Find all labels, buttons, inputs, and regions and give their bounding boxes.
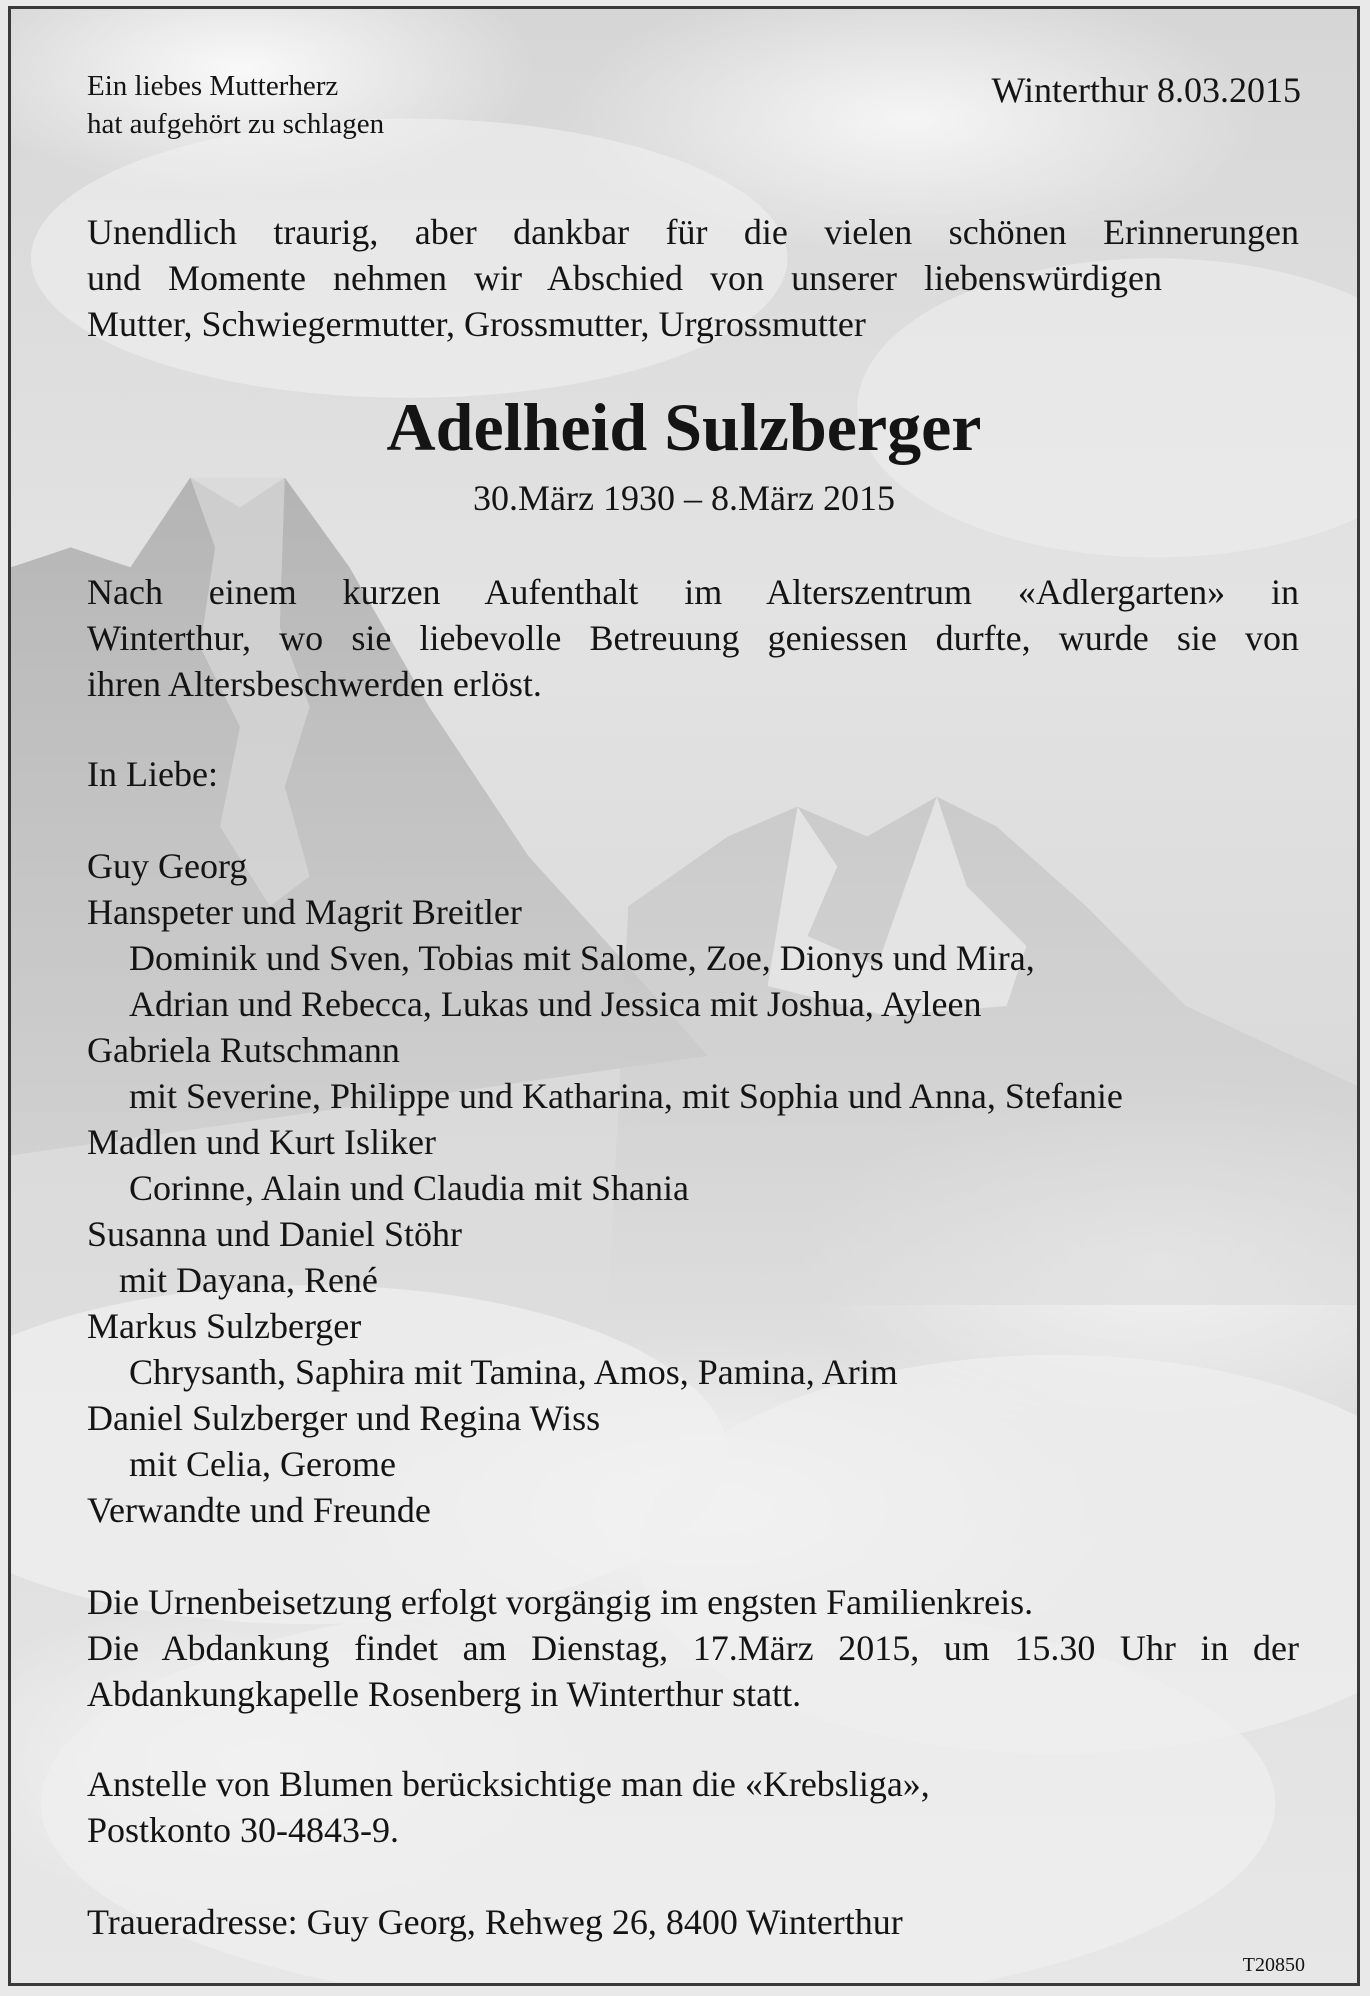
deceased-name: Adelheid Sulzberger (386, 389, 982, 465)
donation-line-2: Postkonto 30-4843-9. (87, 1810, 400, 1850)
intro-line-1: Unendlich traurig, aber dankbar für die vielen schönen Erinnerungen (87, 212, 1299, 252)
life-dates: 30.März 1930 – 8.März 2015 (473, 478, 895, 518)
stay-line-2: Winterthur, wo sie liebevolle Betreuung geniessen durfte, wurde sie von (87, 618, 1299, 658)
notice-text (11, 9, 1357, 1983)
ceremony-line-1: Die Urnenbeisetzung erfolgt vorgängig im engsten Familienkreis. (87, 1582, 1034, 1622)
mourning-address: Traueradresse: Guy Georg, Rehweg 26, 8400 Winterthur (87, 1902, 903, 1942)
family-member: Madlen und Kurt Isliker (87, 1122, 436, 1162)
donation-line-1: Anstelle von Blumen berücksichtige man die «Krebsliga», (87, 1764, 930, 1804)
stay-line-3: ihren Altersbeschwerden erlöst. (87, 664, 542, 704)
family-member: Adrian und Rebecca, Lukas und Jessica mit Joshua, Ayleen (129, 984, 982, 1024)
stay-line-1: Nach einem kurzen Aufenthalt im Alterszentrum «Adlergarten» in (87, 572, 1299, 612)
obituary-notice (8, 6, 1360, 1986)
in-love-heading: In Liebe: (87, 754, 218, 794)
ceremony-line-3: Abdankungkapelle Rosenberg in Winterthur statt. (87, 1674, 802, 1714)
intro-line-2: und Momente nehmen wir Abschied von unserer liebenswürdigen (87, 258, 1162, 298)
motto-line-2: hat aufgehört zu schlagen (87, 108, 385, 140)
family-member: Verwandte und Freunde (87, 1490, 431, 1530)
family-member: Hanspeter und Magrit Breitler (87, 892, 522, 932)
family-member: Chrysanth, Saphira mit Tamina, Amos, Pamina, Arim (129, 1352, 898, 1392)
family-member: Gabriela Rutschmann (87, 1030, 400, 1070)
family-member: Daniel Sulzberger und Regina Wiss (87, 1398, 601, 1438)
ceremony-line-2: Die Abdankung findet am Dienstag, 17.März 2015, um 15.30 Uhr in der (87, 1628, 1299, 1668)
family-member: mit Celia, Gerome (129, 1444, 396, 1484)
ad-code: T20850 (1242, 1954, 1305, 1976)
family-member: Markus Sulzberger (87, 1306, 362, 1346)
family-member: Guy Georg (87, 846, 248, 886)
family-member: Dominik und Sven, Tobias mit Salome, Zoe, Dionys und Mira, (129, 938, 1035, 978)
intro-line-3: Mutter, Schwiegermutter, Grossmutter, Urgrossmutter (87, 304, 866, 344)
family-member: mit Dayana, René (119, 1260, 378, 1300)
family-member: Susanna und Daniel Stöhr (87, 1214, 462, 1254)
family-member: Corinne, Alain und Claudia mit Shania (129, 1168, 689, 1208)
motto-line-1: Ein liebes Mutterherz (87, 70, 339, 102)
place-date: Winterthur 8.03.2015 (991, 70, 1301, 110)
family-member: mit Severine, Philippe und Katharina, mit Sophia und Anna, Stefanie (129, 1076, 1123, 1116)
